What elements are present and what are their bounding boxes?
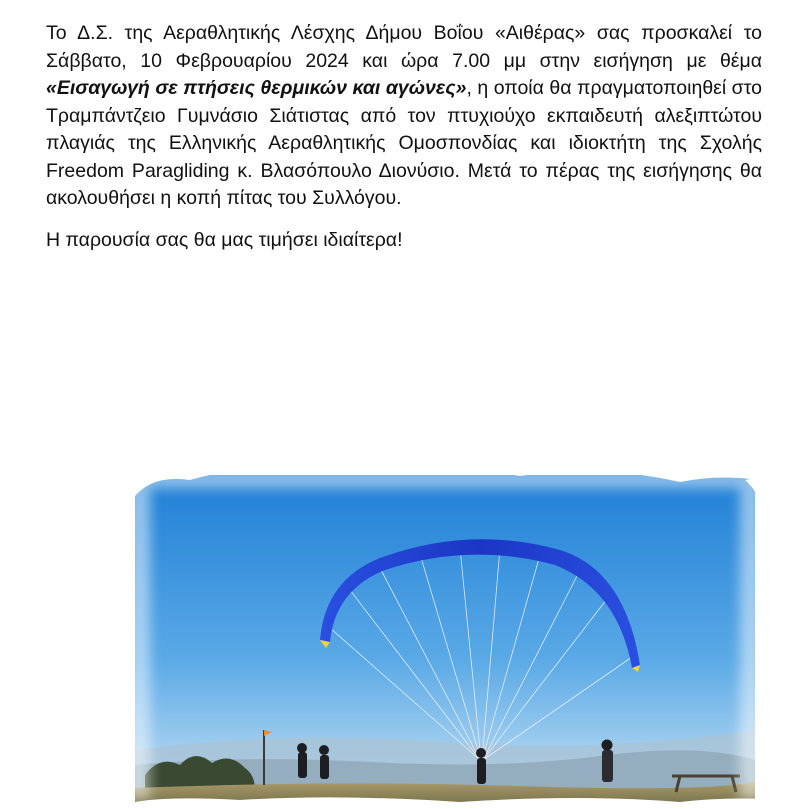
invitation-body: , η οποία θα πραγματοποιηθεί στο Τραμπάντζειο Γυμνάσιο Σιάτιστας από τον πτυχιούχο εκπαιδευτή αλεξιπτώτου πλαγιάς της Ελληνικής Αεραθλητικής Ομοσπονδίας και ιδιοκτήτη της Σχολής Freedom Paragliding κ. Βλασόπουλο Διονύσιο. Μετά το πέρας της εισήγησης θα ακολουθήσει η κοπή πίτας του Συλλόγου. — [46, 77, 762, 209]
invitation-text — [46, 20, 762, 254]
invitation-intro: Το Δ.Σ. της Αεραθλητικής Λέσχης Δήμου Βοΐου «Αιθέρας» σας προσκαλεί το Σάββατο, 10 Φεβρουαρίου 2024 και ώρα 7.00 μμ στην εισήγηση με θέμα — [46, 22, 762, 72]
lecture-topic: «Εισαγωγή σε πτήσεις θερμικών και αγώνες» — [46, 77, 467, 99]
closing-line: Η παρουσία σας θα μας τιμήσει ιδιαίτερα! — [46, 228, 403, 251]
paraglider-photo — [40, 430, 800, 809]
invitation-paragraph — [46, 20, 762, 213]
